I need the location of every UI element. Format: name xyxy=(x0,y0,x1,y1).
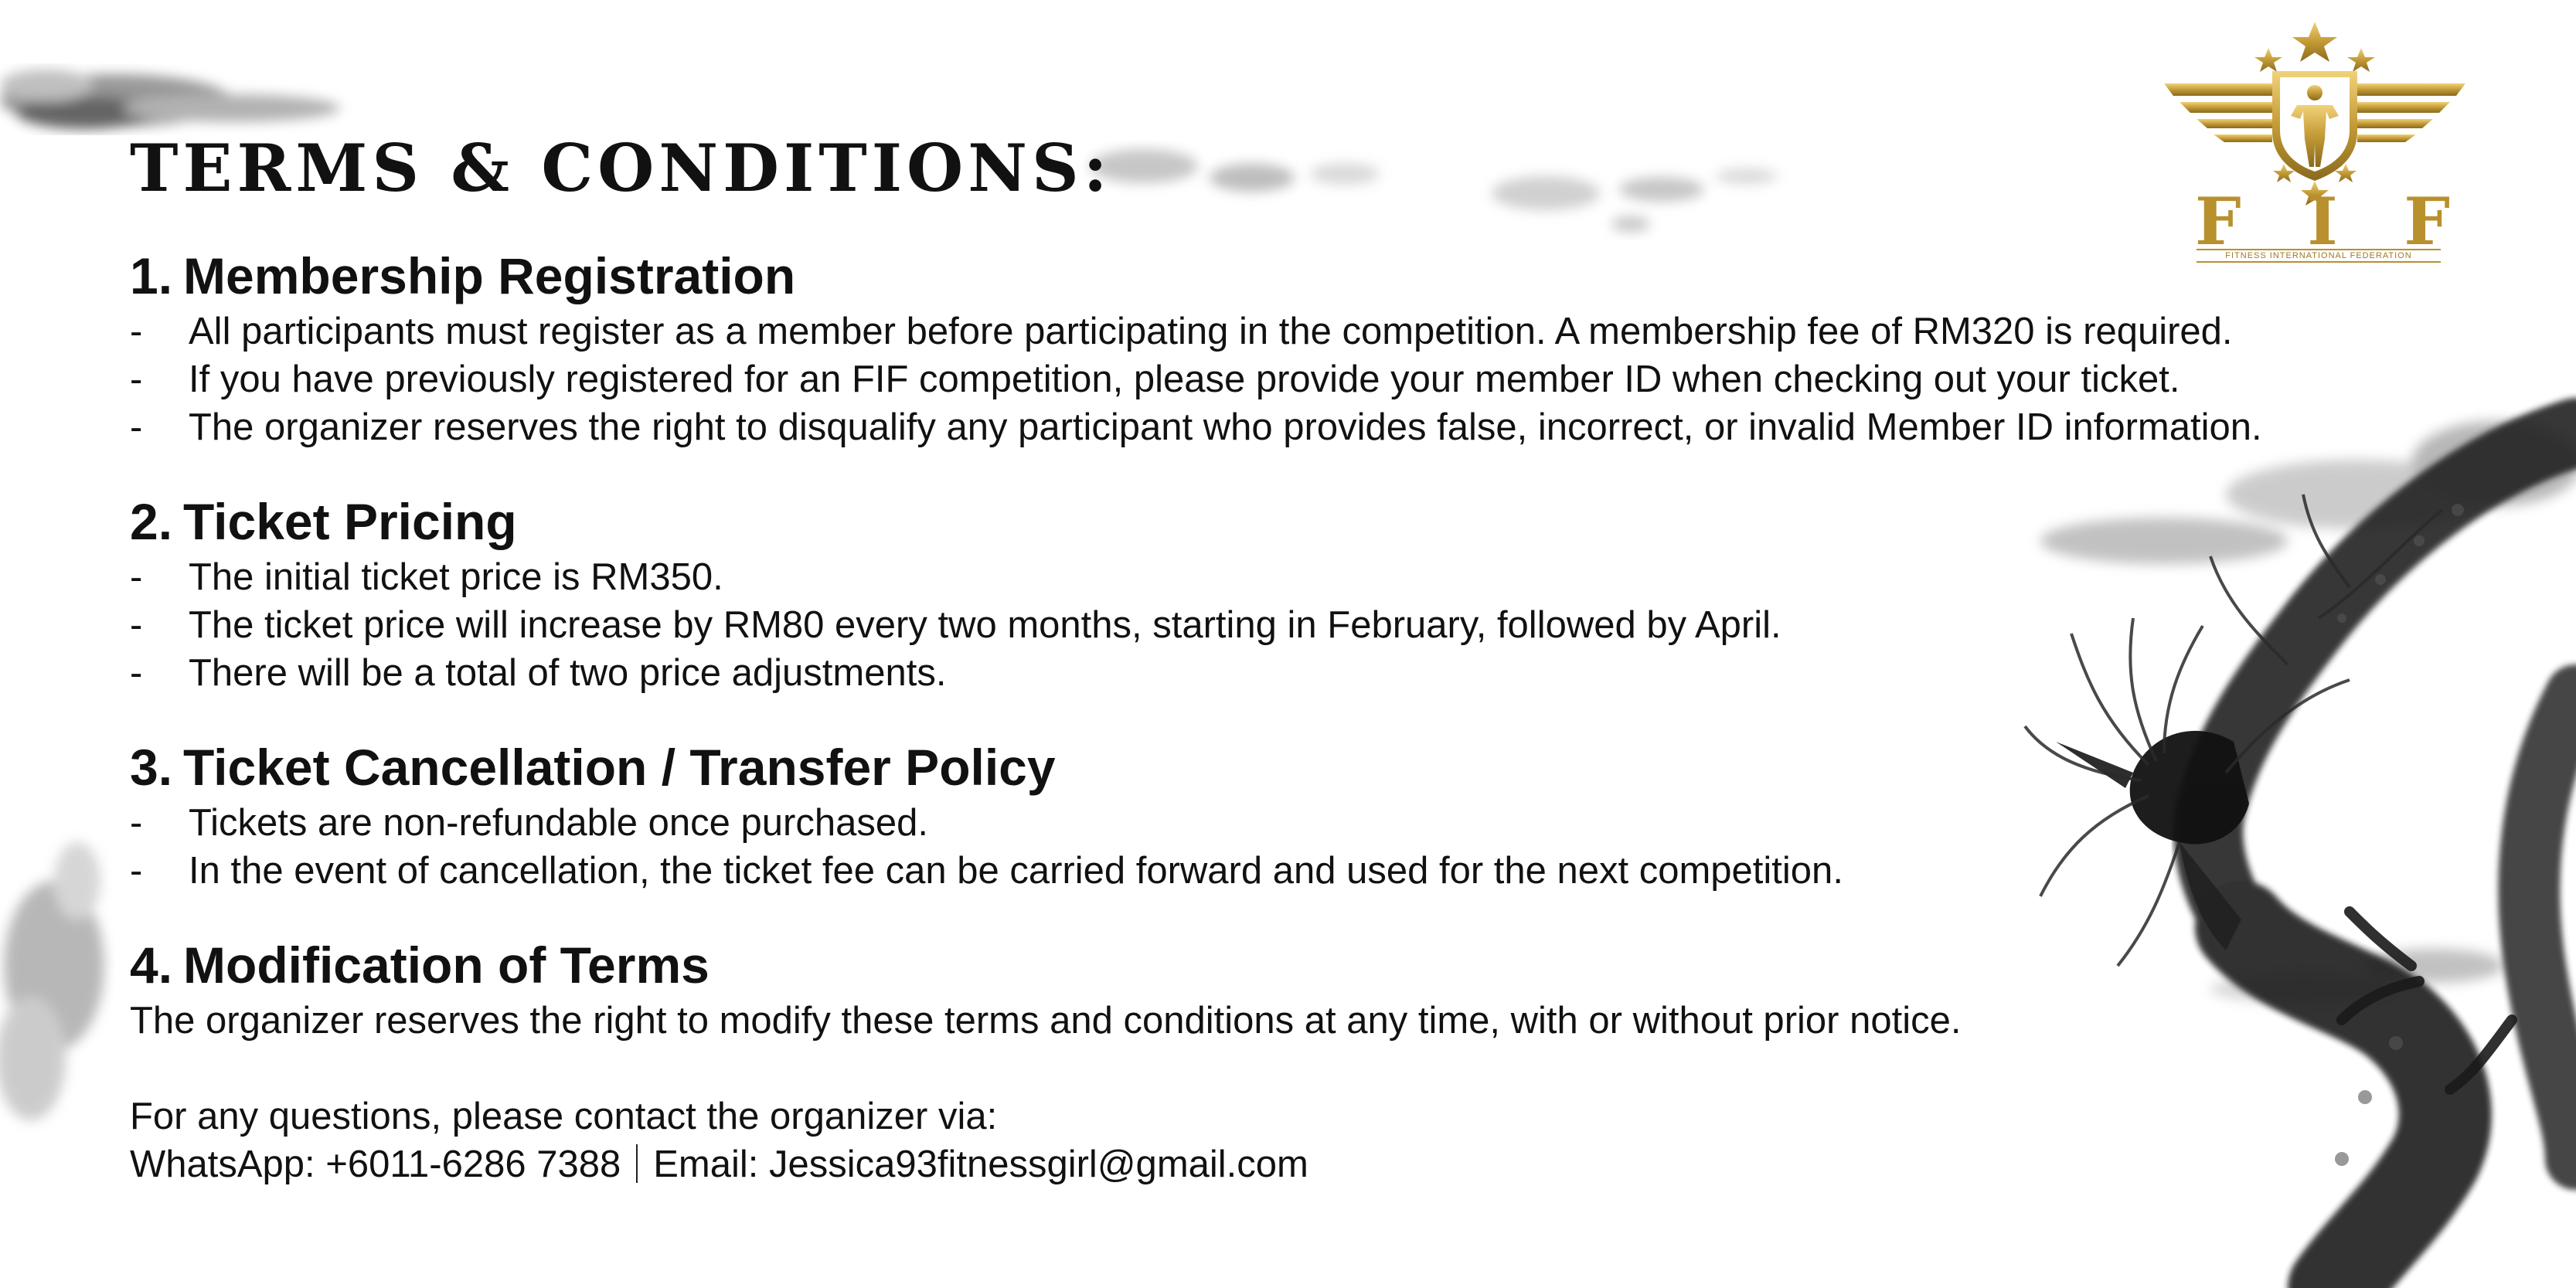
bullet-marker: - xyxy=(130,359,143,400)
bullet-marker: - xyxy=(130,604,143,646)
logo-tagline: FITNESS INTERNATIONAL FEDERATION xyxy=(2197,249,2441,263)
section-heading xyxy=(130,739,2448,796)
section-heading xyxy=(130,247,2448,304)
section-number: 1. xyxy=(130,247,173,304)
logo-letter: I xyxy=(2307,183,2338,260)
email-contact[interactable]: Email: Jessica93fitnessgirl@gmail.com xyxy=(653,1144,1308,1185)
section-modification-of-terms xyxy=(130,936,2448,1045)
logo-letter: F xyxy=(2195,183,2241,260)
bullet-list xyxy=(130,553,2448,697)
bullet-marker: - xyxy=(130,802,143,844)
bullet-list xyxy=(130,799,2448,895)
ink-cloud-icon xyxy=(0,70,340,129)
list-item xyxy=(130,553,2448,601)
logo-letter: F xyxy=(2404,183,2450,260)
list-item xyxy=(130,308,2448,355)
list-item xyxy=(130,847,2448,895)
section-membership-registration xyxy=(130,247,2448,451)
bullet-marker: - xyxy=(130,406,143,448)
bullet-text: All participants must register as a member before participating in the competition. A membership fee of RM320 is required. xyxy=(189,311,2233,352)
section-ticket-pricing xyxy=(130,493,2448,697)
bullet-text: The ticket price will increase by RM80 every two months, starting in February, followed by April. xyxy=(189,604,1781,646)
ink-cloud-icon xyxy=(0,842,104,1120)
contact-divider xyxy=(636,1144,638,1183)
bullet-list xyxy=(130,308,2448,451)
section-title: Membership Registration xyxy=(183,247,796,304)
section-title: Ticket Cancellation / Transfer Policy xyxy=(183,739,1056,796)
section-heading xyxy=(130,936,2448,994)
list-item xyxy=(130,799,2448,847)
list-item xyxy=(130,649,2448,697)
bullet-marker: - xyxy=(130,652,143,694)
contact-details xyxy=(130,1140,2448,1188)
section-number: 2. xyxy=(130,493,173,550)
section-number: 3. xyxy=(130,739,173,796)
whatsapp-contact[interactable]: WhatsApp: +6011-6286 7388 xyxy=(130,1144,621,1185)
contact-block xyxy=(130,1093,2448,1188)
section-heading xyxy=(130,493,2448,550)
bullet-text: Tickets are non-refundable once purchased. xyxy=(189,802,928,844)
bullet-marker: - xyxy=(130,850,143,892)
list-item xyxy=(130,601,2448,649)
section-title: Modification of Terms xyxy=(183,936,710,994)
contact-intro: For any questions, please contact the organizer via: xyxy=(130,1096,998,1137)
bullet-marker: - xyxy=(130,556,143,598)
list-item xyxy=(130,403,2448,451)
bullet-text: In the event of cancellation, the ticket fee can be carried forward and used for the next competition. xyxy=(189,850,1843,892)
section-title: Ticket Pricing xyxy=(183,493,517,550)
section-cancellation-policy xyxy=(130,739,2448,895)
bullet-marker: - xyxy=(130,311,143,352)
page-title: TERMS & CONDITIONS: xyxy=(130,130,1112,206)
section-paragraph: The organizer reserves the right to modify these terms and conditions at any time, with or without prior notice. xyxy=(130,1000,1962,1042)
bullet-text: The initial ticket price is RM350. xyxy=(189,556,723,598)
section-number: 4. xyxy=(130,936,173,994)
bullet-text: If you have previously registered for an FIF competition, please provide your member ID when checking out your ticket. xyxy=(189,359,2180,400)
bullet-text: The organizer reserves the right to disqualify any participant who provides false, incorrect, or invalid Member ID information. xyxy=(189,406,2262,448)
list-item xyxy=(130,355,2448,403)
bullet-text: There will be a total of two price adjustments. xyxy=(189,652,947,694)
terms-content xyxy=(130,130,2448,1188)
